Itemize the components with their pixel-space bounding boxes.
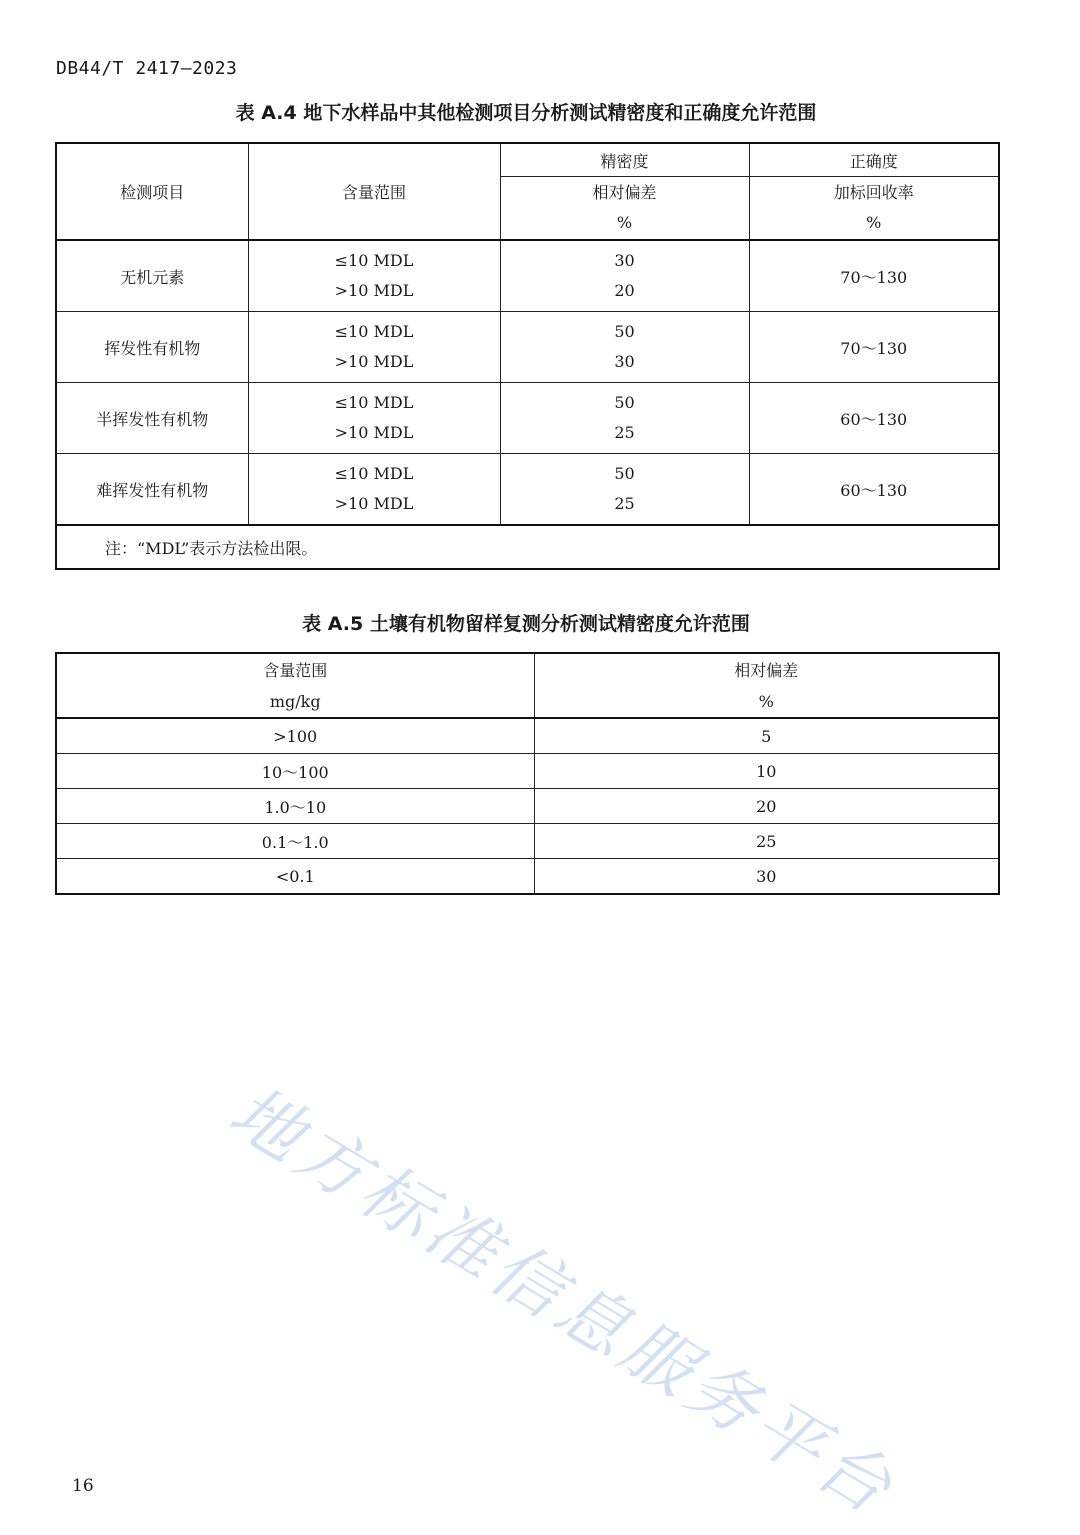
row-item: 难挥发性有机物 [56, 454, 248, 526]
row-deviation [500, 383, 749, 454]
table-a5-header-row [56, 653, 999, 718]
table-row [56, 754, 999, 789]
row-range: <0.1 [56, 859, 534, 895]
row-deviation: 5 [534, 718, 999, 754]
header-precision: 精密度 [500, 143, 749, 177]
table-row [56, 718, 999, 754]
range-high: >10 MDL [334, 494, 414, 513]
row-deviation [500, 312, 749, 383]
header-relative-deviation-unit: % [758, 691, 774, 711]
row-item: 半挥发性有机物 [56, 383, 248, 454]
row-range [248, 383, 500, 454]
row-deviation [500, 240, 749, 312]
row-range [248, 312, 500, 383]
header-content-range-unit: mg/kg [269, 691, 321, 711]
header-relative-deviation-unit: % [616, 213, 633, 232]
range-low: ≤10 MDL [334, 251, 414, 270]
row-deviation [500, 454, 749, 526]
table-row [56, 383, 999, 454]
table-row [56, 312, 999, 383]
deviation-high: 20 [614, 281, 635, 300]
row-range: >100 [56, 718, 534, 754]
row-range [248, 240, 500, 312]
range-low: ≤10 MDL [334, 393, 414, 412]
row-range: 0.1～1.0 [56, 824, 534, 859]
deviation-high: 25 [614, 423, 635, 442]
header-content-range [56, 653, 534, 718]
table-a4-title: 表 A.4 地下水样品中其他检测项目分析测试精密度和正确度允许范围 [235, 102, 817, 124]
header-recovery-unit: % [866, 213, 882, 232]
header-relative-deviation-label: 相对偏差 [734, 660, 799, 680]
header-relative-deviation-label: 相对偏差 [592, 183, 657, 202]
range-high: >10 MDL [334, 423, 414, 442]
header-recovery [749, 177, 999, 241]
row-recovery: 70～130 [749, 312, 999, 383]
row-item: 无机元素 [56, 240, 248, 312]
watermark: 地方标准信息服务平台 [216, 1070, 910, 1532]
deviation-low: 50 [614, 322, 635, 341]
row-deviation: 30 [534, 859, 999, 895]
deviation-low: 30 [614, 251, 635, 270]
table-a5-title: 表 A.5 土壤有机物留样复测分析测试精密度允许范围 [302, 613, 750, 635]
header-item: 检测项目 [56, 143, 248, 240]
table-row [56, 240, 999, 312]
row-item: 挥发性有机物 [56, 312, 248, 383]
table-row [56, 454, 999, 526]
table-a4-note-row [56, 525, 999, 569]
document-code: DB44/T 2417—2023 [56, 58, 238, 79]
row-range: 10～100 [56, 754, 534, 789]
range-low: ≤10 MDL [334, 322, 414, 341]
deviation-low: 50 [614, 464, 635, 483]
row-deviation: 25 [534, 824, 999, 859]
row-recovery: 60～130 [749, 383, 999, 454]
header-content-range-label: 含量范围 [263, 660, 328, 680]
page-number: 16 [72, 1476, 94, 1496]
row-recovery: 60～130 [749, 454, 999, 526]
row-recovery: 70～130 [749, 240, 999, 312]
range-high: >10 MDL [334, 352, 414, 371]
row-deviation: 10 [534, 754, 999, 789]
table-a5 [55, 652, 1000, 895]
table-a4-header-row [56, 143, 999, 177]
deviation-high: 30 [614, 352, 635, 371]
table-a4 [55, 142, 1000, 570]
row-range: 1.0～10 [56, 789, 534, 824]
table-row [56, 824, 999, 859]
header-recovery-label: 加标回收率 [833, 183, 914, 202]
range-low: ≤10 MDL [334, 464, 414, 483]
table-a4-note: 注：“MDL”表示方法检出限。 [56, 525, 999, 569]
row-range [248, 454, 500, 526]
table-row [56, 789, 999, 824]
deviation-high: 25 [614, 494, 635, 513]
header-relative-deviation [534, 653, 999, 718]
header-range: 含量范围 [248, 143, 500, 240]
header-accuracy: 正确度 [749, 143, 999, 177]
header-relative-deviation [500, 177, 749, 241]
table-row [56, 859, 999, 895]
deviation-low: 50 [614, 393, 635, 412]
range-high: >10 MDL [334, 281, 414, 300]
row-deviation: 20 [534, 789, 999, 824]
